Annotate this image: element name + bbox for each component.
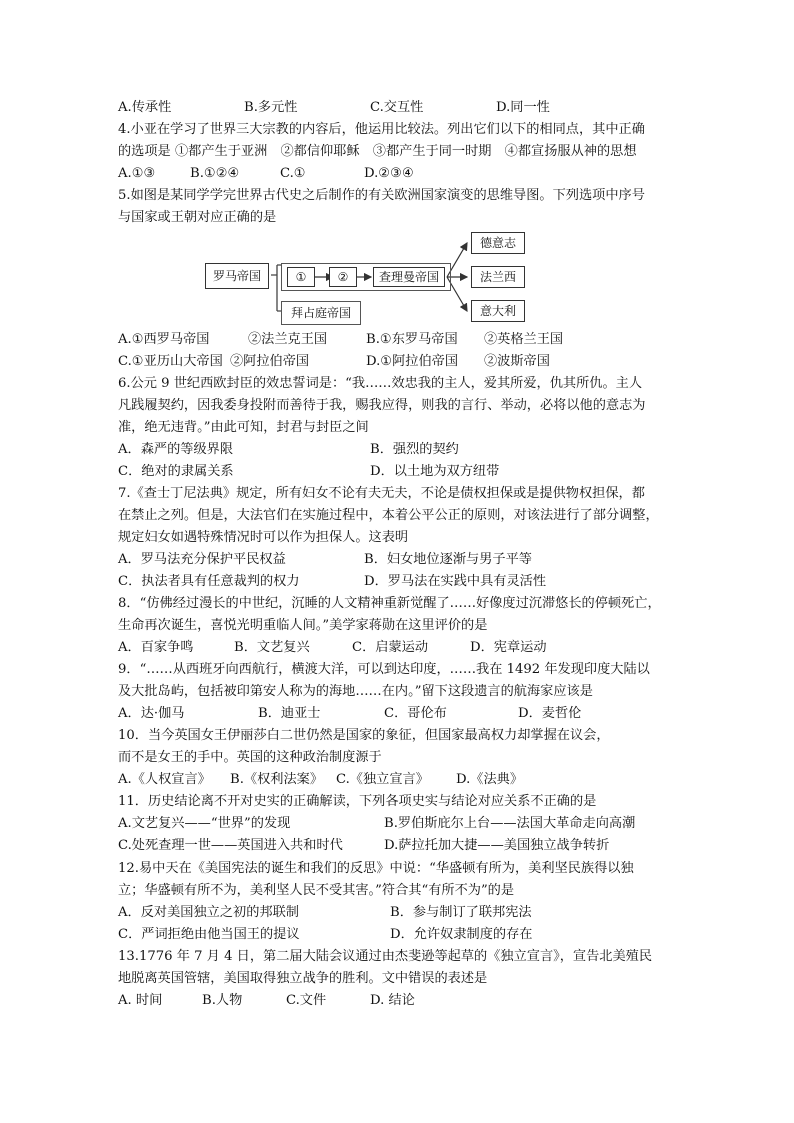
answer-option: B.①东罗马帝国 <box>366 332 458 347</box>
answer-option: B．迪亚士 <box>258 706 321 721</box>
answer-option: ②法兰克王国 <box>248 332 328 347</box>
question-text-line: 而不是女王的手中。英国的这种政治制度源于 <box>118 750 382 765</box>
answer-option: B．强烈的契约 <box>370 442 459 457</box>
question-text-line: 的选项是 ①都产生于亚洲 ②都信仰耶稣 ③都产生于同一时期 ④都宣扬服从神的思想 <box>118 144 637 159</box>
blank-1-box <box>287 267 315 287</box>
byzantine-empire-box <box>281 301 361 325</box>
option-row <box>118 769 678 791</box>
answer-option: C.①亚历山大帝国 <box>118 354 223 369</box>
answer-option: D．罗马法在实践中具有灵活性 <box>364 574 547 589</box>
option-row <box>118 571 678 593</box>
answer-option: B.①②④ <box>190 166 240 181</box>
question-text-line: 立；华盛顿有所不为，美利坚人民不受其害。”符合其“有所不为”的是 <box>118 883 515 898</box>
answer-option: B.多元性 <box>244 100 298 115</box>
question-text-line: 凡践履契约，因我委身投附而善待于我，赐我应得，则我的言行、举动，必将以他的意志为 <box>118 398 646 413</box>
answer-option: D.①阿拉伯帝国 <box>366 354 459 369</box>
france-box <box>471 266 525 288</box>
question-text-line: 4.小亚在学习了世界三大宗教的内容后，他运用比较法。列出它们以下的相同点，其中正确 <box>118 122 645 137</box>
germany-box <box>471 232 525 254</box>
answer-option: C.① <box>280 166 306 181</box>
answer-option: A.《人权宣言》 <box>118 772 211 787</box>
blank-1-label: ① <box>295 270 307 284</box>
question-text-line: 10．当今英国女王伊丽莎白二世仍然是国家的象征，但国家最高权力却掌握在议会， <box>118 728 610 743</box>
answer-option: A．罗马法充分保护平民权益 <box>118 552 286 567</box>
answer-option: A. 时间 <box>118 993 163 1008</box>
answer-option: B．文艺复兴 <box>234 640 310 655</box>
answer-option: D.萨拉托加大捷——美国独立战争转折 <box>384 838 610 853</box>
answer-option: B．妇女地位逐渐与男子平等 <box>364 552 532 567</box>
option-row <box>118 990 678 1012</box>
option-row <box>118 461 678 483</box>
question-text-line: 生命再次诞生，喜悦光明重临人间。”美学家蒋勋在这里评价的是 <box>118 618 488 633</box>
rome-empire-box <box>205 263 269 289</box>
option-row <box>118 924 678 946</box>
byzantine-empire-label: 拜占庭帝国 <box>290 306 351 320</box>
charlemagne-empire-box <box>373 267 445 287</box>
answer-option: A.①③ <box>118 166 156 181</box>
blank-2-label: ② <box>337 270 349 284</box>
question-text-line: 规定妇女如遇特殊情况时可以作为担保人。这表明 <box>118 530 409 545</box>
option-row <box>118 439 678 461</box>
europe-mind-map <box>205 229 525 329</box>
answer-option: D．麦哲伦 <box>518 706 582 721</box>
option-row <box>118 637 678 659</box>
answer-option: D.②③④ <box>364 166 414 181</box>
answer-option: C．严词拒绝由他当国王的提议 <box>118 927 300 942</box>
blank-2-box <box>329 267 357 287</box>
answer-option: D．允许奴隶制度的存在 <box>390 927 533 942</box>
answer-option: A.传承性 <box>118 100 172 115</box>
answer-option: B.《权利法案》 <box>230 772 324 787</box>
answer-option: C．哥伦布 <box>384 706 447 721</box>
option-row <box>118 329 678 351</box>
question-text-line: 5.如图是某同学学完世界古代史之后制作的有关欧洲国家演变的思维导图。下列选项中序号 <box>118 188 645 203</box>
answer-option: ②波斯帝国 <box>484 354 550 369</box>
question-text-line: 7.《查士丁尼法典》规定，所有妇女不论有夫无夫，不论是债权担保或是提供物权担保，都 <box>118 486 645 501</box>
question-text-line: 13.1776 年 7 月 4 日，第二届大陆会议通过由杰斐逊等起草的《独立宣言》，宣告北美殖民 <box>118 949 653 964</box>
germany-label: 德意志 <box>479 236 516 250</box>
charlemagne-empire-label: 查理曼帝国 <box>378 270 439 284</box>
question-text-line: 准，绝无违背。”由此可知，封君与封臣之间 <box>118 420 369 435</box>
answer-option: C.《独立宣言》 <box>336 772 429 787</box>
option-row <box>118 351 678 373</box>
answer-option: D.《法典》 <box>456 772 524 787</box>
answer-option: C.文件 <box>286 993 327 1008</box>
rome-empire-label: 罗马帝国 <box>212 269 261 283</box>
option-row <box>118 703 678 725</box>
option-row <box>118 549 678 571</box>
italy-label: 意大利 <box>479 304 516 318</box>
question-text-line: 8．“仿佛经过漫长的中世纪，沉睡的人文精神重新觉醒了……好像度过沉滞悠长的停顿死亡， <box>118 596 661 611</box>
answer-option: C.处死查理一世——英国进入共和时代 <box>118 838 343 853</box>
question-text-line: 11．历史结论离不开对史实的正确解读，下列各项史实与结论对应关系不正确的是 <box>118 794 597 809</box>
answer-option: ②英格兰王国 <box>484 332 564 347</box>
question-text-line: 及大批岛屿，包括被印第安人称为的海地……在内。”留下这段遗言的航海家应该是 <box>118 684 593 699</box>
question-text-line: 6.公元 9 世纪西欧封臣的效忠誓词是：“我……效忠我的主人，爱其所爱，仇其所仇。主人 <box>118 376 643 391</box>
answer-option: A.文艺复兴——“世界”的发现 <box>118 816 291 831</box>
answer-option: A．百家争鸣 <box>118 640 194 655</box>
answer-option: A.①西罗马帝国 <box>118 332 210 347</box>
italy-box <box>471 300 525 322</box>
answer-option: A．达·伽马 <box>118 706 185 721</box>
answer-option: ②阿拉伯帝国 <box>230 354 310 369</box>
answer-option: C．执法者具有任意裁判的权力 <box>118 574 300 589</box>
answer-option: D．宪章运动 <box>470 640 547 655</box>
question-text-line: 9．“……从西班牙向西航行，横渡大洋，可以到达印度，……我在 1492 年发现印度大陆以 <box>118 662 650 677</box>
answer-option: C．启蒙运动 <box>352 640 429 655</box>
answer-option: C.交互性 <box>370 100 424 115</box>
answer-option: D. 结论 <box>370 993 415 1008</box>
answer-option: B.罗伯斯庇尔上台——法国大革命走向高潮 <box>384 816 636 831</box>
option-row <box>118 97 678 119</box>
option-row <box>118 835 678 857</box>
france-label: 法兰西 <box>479 270 516 284</box>
answer-option: D.同一性 <box>496 100 550 115</box>
answer-option: A．反对美国独立之初的邦联制 <box>118 905 299 920</box>
question-text-line: 与国家或王朝对应正确的是 <box>118 210 277 225</box>
answer-option: B．参与制订了联邦宪法 <box>390 905 532 920</box>
answer-option: D．以土地为双方纽带 <box>370 464 500 479</box>
option-row <box>118 902 678 924</box>
question-text-line: 12.易中天在《美国宪法的诞生和我们的反思》中说：“华盛顿有所为，美利坚民族得以独 <box>118 861 634 876</box>
answer-option: A．森严的等级界限 <box>118 442 234 457</box>
option-row <box>118 163 678 185</box>
question-text-line: 在禁止之列。但是，大法官们在实施过程中，本着公平公正的原则，对该法进行了部分调整， <box>118 508 659 523</box>
answer-option: C．绝对的隶属关系 <box>118 464 234 479</box>
option-row <box>118 813 678 835</box>
question-text-line: 地脱离英国管辖，美国取得独立战争的胜利。文中错误的表述是 <box>118 971 488 986</box>
answer-option: B.人物 <box>202 993 243 1008</box>
